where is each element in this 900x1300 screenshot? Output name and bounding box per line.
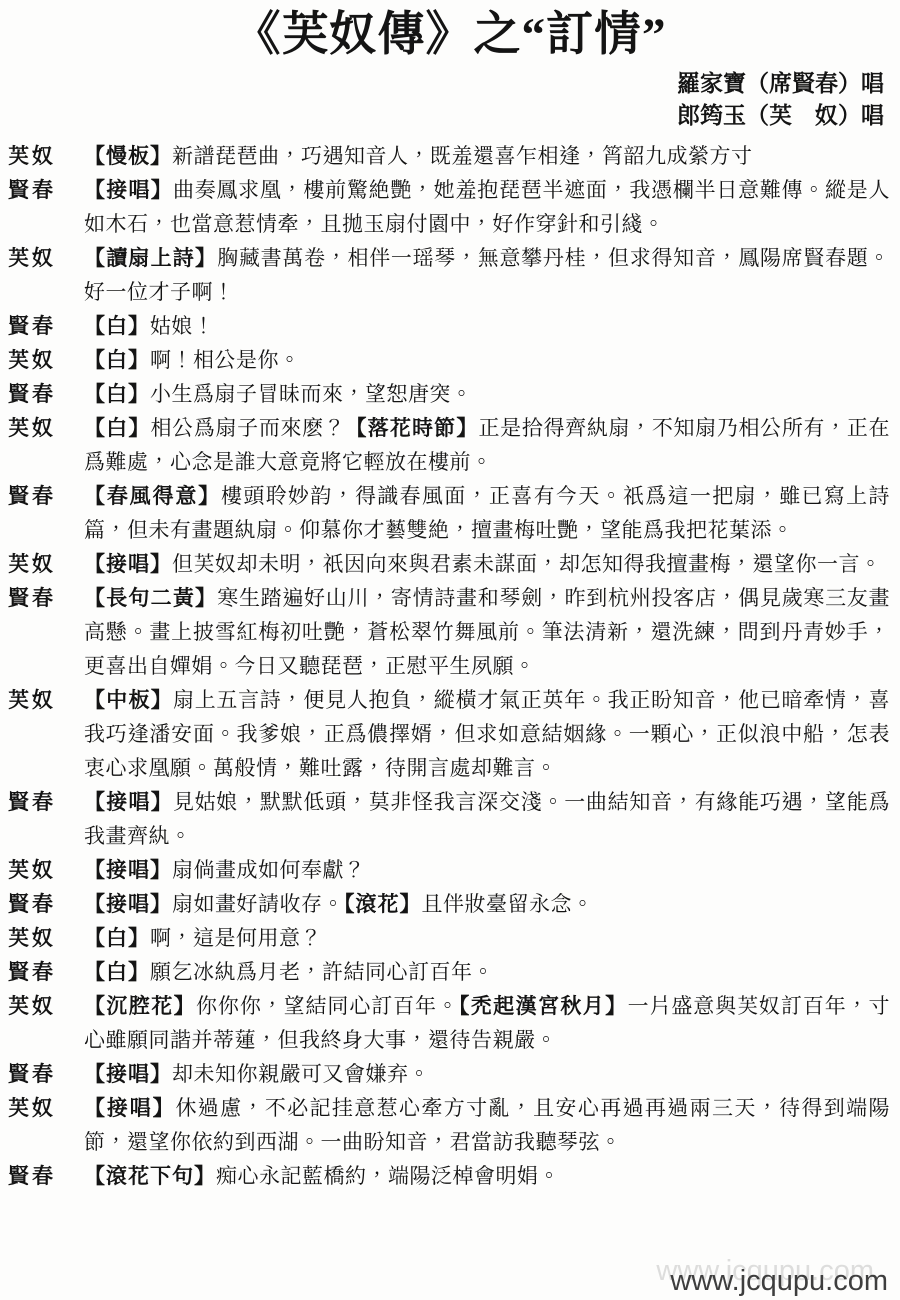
- script-line: [8, 853, 890, 887]
- line-text: 【接唱】却未知你親嚴可又會嫌弃。: [84, 1062, 430, 1086]
- script-line: [8, 139, 890, 173]
- tune-tag: 【接唱】: [84, 178, 173, 202]
- speaker-label: 芙奴: [8, 994, 56, 1018]
- tune-tag: 【讀扇上詩】: [84, 246, 218, 270]
- line-text: 【滾花下句】痴心永記藍橋約，端陽泛棹會明娟。: [84, 1164, 560, 1188]
- tune-tag: 【接唱】: [84, 790, 173, 814]
- line-text: 【沉腔花】你你你，望結同心訂百年。【禿起漢宮秋月】一片盛意與芙奴訂百年，寸心雖願同諧并蒂蓮，但我終身大事，還待告親嚴。: [84, 994, 891, 1052]
- line-text: 【白】願乞冰紈爲月老，許結同心訂百年。: [84, 960, 494, 984]
- speaker-label: 賢春: [8, 382, 56, 406]
- line-text: 【白】相公爲扇子而來麽？【落花時節】正是拾得齊紈扇，不知扇乃相公所有，正在爲難處，心念是誰大意竟將它輕放在樓前。: [84, 416, 890, 474]
- script-line: [8, 377, 890, 411]
- line-text: 【接唱】扇倘畫成如何奉獻？: [84, 858, 366, 882]
- line-text: 【春風得意】樓頭聆妙韵，得識春風面，正喜有今天。祇爲這一把扇，雖已寫上詩篇，但未有畫題紈扇。仰慕你才藝雙絶，擅畫梅吐艷，望能爲我把花葉添。: [84, 484, 891, 542]
- script-line: [8, 989, 890, 1057]
- speaker-label: 賢春: [8, 790, 56, 814]
- speaker-label: 賢春: [8, 1062, 56, 1086]
- tune-tag: 【接唱】: [84, 1062, 172, 1086]
- tune-tag: 【滾花】: [344, 892, 422, 916]
- script-line: [8, 955, 890, 989]
- speaker-label: 芙奴: [8, 144, 56, 168]
- speaker-label: 賢春: [8, 314, 56, 338]
- tune-tag: 【接唱】: [84, 892, 172, 916]
- credit-line-2: 郎筠玉（芙 奴）唱: [677, 103, 884, 128]
- line-text: 【白】啊！相公是你。: [84, 348, 301, 372]
- script-line: [8, 411, 890, 479]
- line-text: 【白】啊，這是何用意？: [84, 926, 322, 950]
- tune-tag: 【春風得意】: [84, 484, 221, 508]
- website-watermark: www.jcqupu.com: [670, 1265, 888, 1297]
- tune-tag: 【慢板】: [84, 144, 172, 168]
- singer-credits: [0, 68, 900, 132]
- tune-tag: 【白】: [84, 416, 151, 440]
- line-text: 【慢板】新譜琵琶曲，巧遇知音人，既羞還喜乍相逢，筲韶九成縈方寸: [84, 144, 753, 168]
- line-text: 【接唱】曲奏鳳求凰，樓前驚絶艷，她羞抱琵琶半遮面，我憑欄半日意難傳。縱是人如木石，也當意惹情牽，且拋玉扇付園中，好作穿針和引綫。: [84, 178, 891, 236]
- tune-tag: 【滾花下句】: [84, 1164, 216, 1188]
- line-text: 【長句二黃】寒生踏遍好山川，寄情詩畫和琴劍，昨到杭州投客店，偶見歲寒三友畫高懸。畫上披雪紅梅初吐艷，蒼松翠竹舞風前。筆法清新，還洗練，問到丹青妙手，更喜出自嬋娟。今日又聽琵琶，正慰平生夙願。: [84, 586, 890, 678]
- speaker-label: 芙奴: [8, 688, 56, 712]
- script-body: [0, 132, 900, 1193]
- speaker-label: 芙奴: [8, 348, 56, 372]
- script-line: [8, 1091, 890, 1159]
- speaker-label: 賢春: [8, 586, 56, 610]
- tune-tag: 【白】: [84, 314, 150, 338]
- line-text: 【接唱】扇如畫好請收存。【滾花】且伴妝臺留永念。: [84, 892, 594, 916]
- line-text: 【接唱】休過慮，不必記挂意惹心牽方寸亂，且安心再過再過兩三天，待得到端陽節，還望你依約到西湖。一曲盼知音，君當訪我聽琴弦。: [84, 1096, 891, 1154]
- tune-tag: 【長句二黃】: [84, 586, 218, 610]
- credit-line-1: 羅家寶（席賢春）唱: [677, 71, 884, 96]
- tune-tag: 【沉腔花】: [84, 994, 197, 1018]
- tune-tag: 【白】: [84, 348, 150, 372]
- tune-tag: 【禿起漢宮秋月】: [458, 994, 628, 1018]
- script-line: [8, 1057, 890, 1091]
- speaker-label: 賢春: [8, 484, 56, 508]
- script-line: [8, 479, 890, 547]
- tune-tag: 【白】: [84, 926, 150, 950]
- tune-tag: 【白】: [84, 382, 150, 406]
- page-title: 《芙奴傳》之“訂情”: [233, 9, 667, 61]
- script-line: [8, 173, 890, 241]
- script-line: [8, 547, 890, 581]
- line-text: 【白】姑娘！: [84, 314, 215, 338]
- line-text: 【中板】扇上五言詩，便見人抱負，縱橫才氣正英年。我正盼知音，他已暗牽情，喜我巧逢潘安面。我爹娘，正爲儂擇婿，但求如意結姻緣。一顆心，正似浪中船，怎表衷心求凰願。萬般情，難吐露，待開言處却難言。: [84, 688, 891, 780]
- script-line: [8, 309, 890, 343]
- tune-tag: 【落花時節】: [345, 416, 479, 440]
- speaker-label: 賢春: [8, 178, 56, 202]
- speaker-label: 芙奴: [8, 926, 56, 950]
- script-line: [8, 683, 890, 785]
- tune-tag: 【接唱】: [84, 858, 172, 882]
- tune-tag: 【接唱】: [84, 552, 172, 576]
- script-line: [8, 241, 890, 309]
- speaker-label: 芙奴: [8, 416, 56, 440]
- tune-tag: 【中板】: [84, 688, 173, 712]
- line-text: 【接唱】但芙奴却未明，祇因向來與君素未謀面，却怎知得我擅畫梅，還望你一言。: [84, 552, 882, 576]
- speaker-label: 芙奴: [8, 858, 56, 882]
- script-line: [8, 1159, 890, 1193]
- line-text: 【白】小生爲扇子冒昧而來，望恕唐突。: [84, 382, 473, 406]
- speaker-label: 芙奴: [8, 552, 56, 576]
- script-line: [8, 343, 890, 377]
- tune-tag: 【接唱】: [84, 1096, 176, 1120]
- line-text: 【接唱】見姑娘，默默低頭，莫非怪我言深交淺。一曲結知音，有緣能巧遇，望能爲我畫齊紈。: [84, 790, 891, 848]
- speaker-label: 賢春: [8, 1164, 56, 1188]
- script-line: [8, 581, 890, 683]
- speaker-label: 芙奴: [8, 1096, 56, 1120]
- tune-tag: 【白】: [84, 960, 150, 984]
- script-line: [8, 785, 890, 853]
- speaker-label: 芙奴: [8, 246, 56, 270]
- script-line: [8, 921, 890, 955]
- speaker-label: 賢春: [8, 892, 56, 916]
- script-line: [8, 887, 890, 921]
- speaker-label: 賢春: [8, 960, 56, 984]
- line-text: 【讀扇上詩】胸藏書萬卷，相伴一瑶琴，無意攀丹桂，但求得知音，鳳陽席賢春題。好一位才子啊！: [84, 246, 890, 304]
